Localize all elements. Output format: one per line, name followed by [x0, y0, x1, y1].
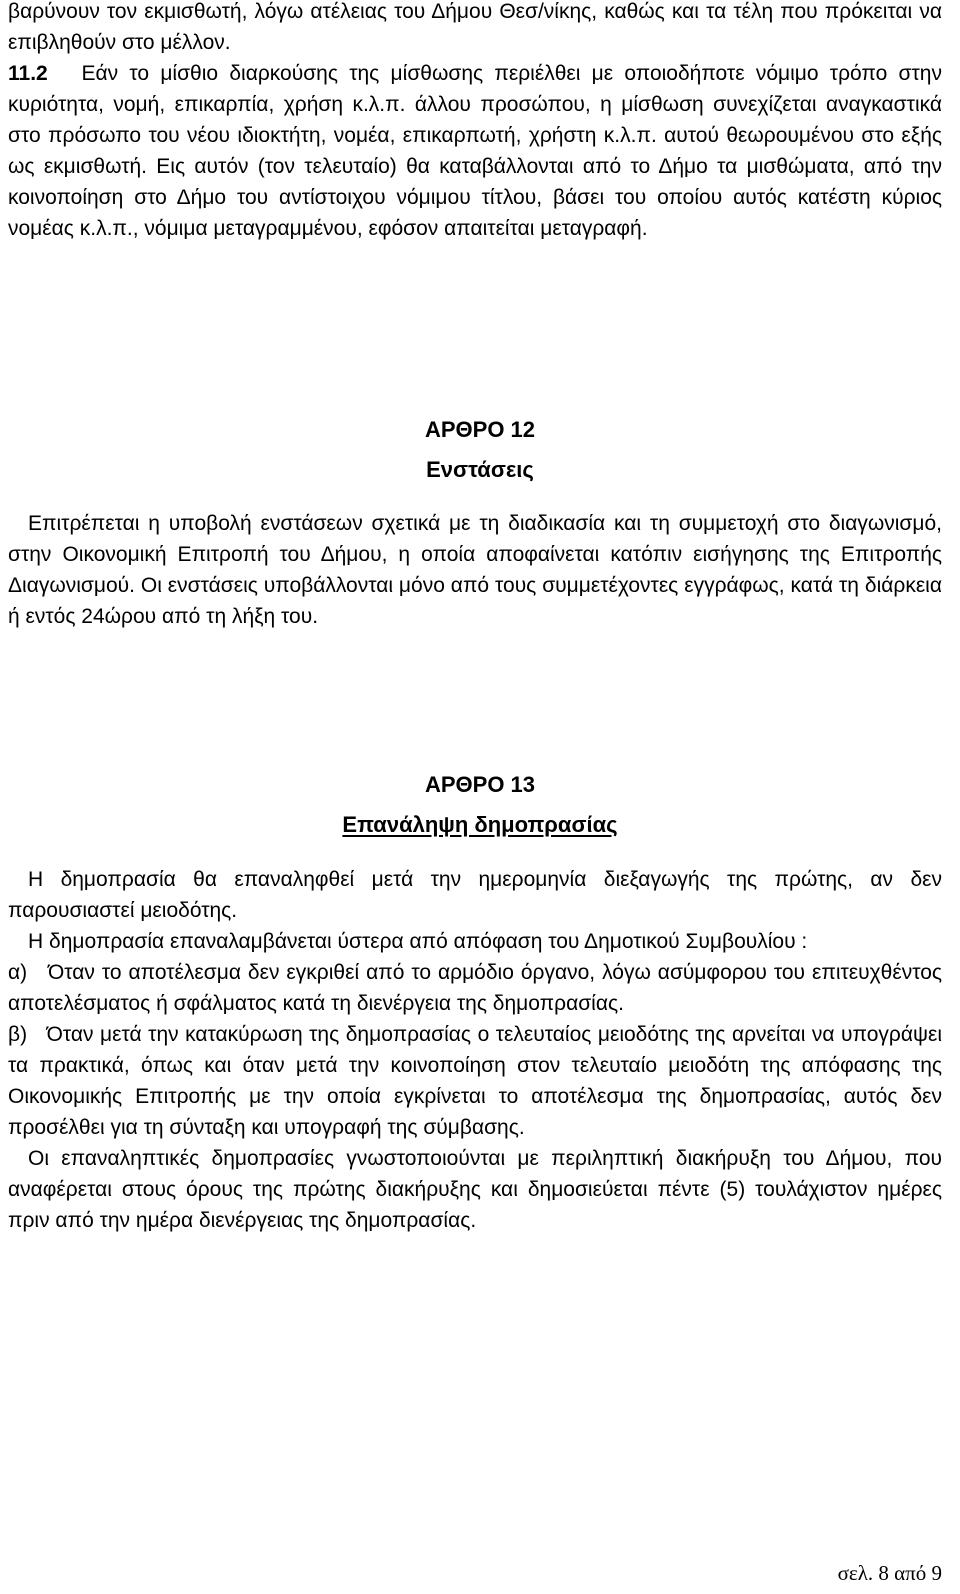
article-12-number: ΑΡΘΡΟ 12 [424, 417, 536, 442]
article-13-heading [0, 765, 960, 845]
article-13-body [8, 864, 942, 1236]
article-13-item-a [8, 957, 942, 1019]
article-13-title: Επανάληψη δημοπρασίας [342, 812, 618, 837]
article-13-number: ΑΡΘΡΟ 13 [424, 772, 536, 797]
article-13-paragraph-3: Οι επαναληπτικές δημοπρασίες γνωστοποιούνται με περιληπτική διακήρυξη του Δήμου, που αναφέρεται στους όρους της πρώτης διακήρυξης και δημοσιεύεται πέντε (5) τουλάχιστον ημέρες πριν από την ημέρα διενέργειας της δημοπρασίας. [8, 1147, 942, 1232]
article-12-heading [0, 410, 960, 490]
article-13-paragraph-2: Η δημοπρασία επαναλαμβάνεται ύστερα από απόφαση του Δημοτικού Συμβουλίου : [28, 930, 808, 953]
lease-continuation-section [8, 0, 942, 244]
paragraph-tax-burden: βαρύνουν τον εκμισθωτή, λόγω ατέλειας του Δήμου Θεσ/νίκης, καθώς και τα τέλη που πρόκειται να επιβληθούν στο μέλλον. [8, 0, 942, 54]
item-a-marker: α) [8, 961, 28, 984]
article-13-item-b [8, 1019, 942, 1143]
item-b-marker: β) [8, 1023, 28, 1046]
article-12-title: Ενστάσεις [426, 457, 534, 482]
page-number: σελ. 8 από 9 [837, 1561, 942, 1585]
clause-number: 11.2 [8, 62, 48, 85]
article-12-body [8, 508, 942, 632]
clause-text: Εάν το μίσθιο διαρκούσης της μίσθωσης περιέλθει με οποιοδήποτε νόμιμο τρόπο στην κυριότητα, νομή, επικαρπία, χρήση κ.λ.π. άλλου προσώπου, η μίσθωση συνεχίζεται αναγκαστικά στο πρόσωπο του νέου ιδιοκτήτη, νομέα, επικαρπωτή, χρήστη κ.λ.π. αυτού θεωρουμένου στο εξής ως εκμισθωτή. Εις αυτόν (τον τελευταίο) θα καταβάλλονται από το Δήμο τα μισθώματα, από την κοινοποίηση στο Δήμο του αντίστοιχου νόμιμου τίτλου, βάσει του οποίου αυτός κατέστη κύριος νομέας κ.λ.π., νόμιμα μεταγραμμένου, εφόσον απαιτείται μεταγραφή. [8, 62, 942, 240]
item-b-text: Όταν μετά την κατακύρωση της δημοπρασίας ο τελευταίος μειοδότης της αρνείται να υπογράψει τα πρακτικά, όπως και όταν μετά την κοινοποίηση στον τελευταίο μειοδότη της απόφασης της Οικονομικής Επιτροπής με την οποία εγκρίνεται το αποτέλεσμα της δημοπρασίας, αυτός δεν προσέλθει για τη σύνταξη και υπογραφή της σύμβασης. [8, 1023, 942, 1139]
item-a-text: Όταν το αποτέλεσμα δεν εγκριθεί από το αρμόδιο όργανο, λόγω ασύμφορου του επιτευχθέντος αποτελέσματος ή σφάλματος κατά τη διενέργεια της δημοπρασίας. [8, 961, 942, 1015]
article-13-paragraph-1: Η δημοπρασία θα επαναληφθεί μετά την ημερομηνία διεξαγωγής της πρώτης, αν δεν παρουσιαστεί μειοδότης. [8, 868, 942, 922]
paragraph-11-2 [8, 58, 942, 244]
article-12-paragraph: Επιτρέπεται η υποβολή ενστάσεων σχετικά με τη διαδικασία και τη συμμετοχή στο διαγωνισμό, στην Οικονομική Επιτροπή του Δήμου, η οποία αποφαίνεται κατόπιν εισήγησης της Επιτροπής Διαγωνισμού. Οι ενστάσεις υποβάλλονται μόνο από τους συμμετέχοντες εγγράφως, κατά τη διάρκεια ή εντός 24ώρου από τη λήξη του. [8, 512, 942, 628]
